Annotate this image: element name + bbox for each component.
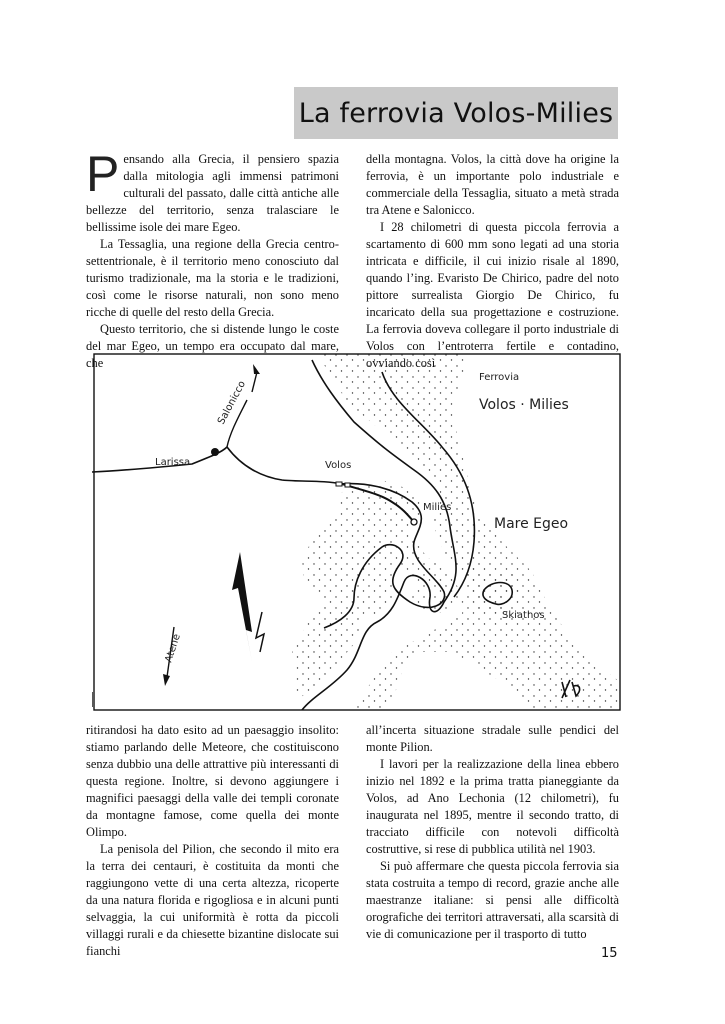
larissa-dot [211,448,219,456]
arrow-head [253,364,260,374]
text-column-top-right [366,151,619,372]
label-volos: Volos [325,460,352,471]
north-arrow-icon [232,552,252,662]
label-mare-egeo: Mare Egeo [494,516,569,532]
label-salonicco: Salonicco [215,379,249,427]
arrow-to-salonicco-icon [252,372,257,392]
paragraph-text: ensando alla Grecia, il pensiero spazia dalla mitologia agli immensi patrimoni culturali del passato, dalle città antiche alle bellezze del territorio, senza tralasciare le bellissime isole dei mare Egeo. [86,152,339,234]
drop-cap: P [86,146,120,202]
paragraph: all’incerta situazione stradale sulle pendici del monte Pilion. [366,723,619,754]
title-banner [294,87,618,139]
milies-dot [411,519,417,525]
legend-title: Ferrovia [479,372,520,383]
text-column-bottom-right [366,722,619,943]
paragraph [86,146,339,236]
volos-marker [345,483,350,487]
text-column-bottom-left [86,722,339,960]
label-larissa: Larissa [155,457,191,468]
arrow-head [163,674,170,686]
page-title: La ferrovia Volos-Milies [298,97,614,129]
railway-map [92,352,622,712]
paragraph: La penisola del Pilion, che secondo il mito era la terra dei centauri, è costituita da monti che raggiungono vette di una certa altezza, ricoperte da una natura florida e rigogliosa e in alcuni punti selvaggia, la cui uniformità è rotta da piccoli villaggi rurali e da chiesette bizantine dislocate sui fianchi [86,842,339,958]
paragraph: Si può affermare che questa piccola ferrovia sia stata costruita a tempo di record, grazie anche alle maestranze italiane: si pensi alle difficoltà orografiche dei territori attraversati, alla scarsità di vie di comunicazione per il trasporto di tutto [366,859,619,941]
lightning-bolt-icon [256,612,264,652]
volos-marker [336,482,342,486]
legend-route: Volos · Milies [479,397,569,413]
text-column-top-left [86,146,339,372]
label-atene: Atene [163,632,183,664]
paragraph: La Tessaglia, una regione della Grecia centro-settentrionale, è il territorio meno conosciuto dal turismo tradizionale, ma la storia e le tradizioni, così come le risorse naturali, non sono meno ricche di quelle del resto della Grecia. [86,237,339,319]
paragraph: I 28 chilometri di questa piccola ferrovia a scartamento di 600 mm sono legati ad una storia intricata e difficile, il cui inizio risale al 1890, quando l’ing. Evaristo De Chirico, padre del noto pittore surrealista Giorgio De Chirico, fu incaricato della sua progettazione e costruzione. La ferrovia doveva collegare il porto industriale di Volos con l’entroterra fertile e contadino, [366,220,619,353]
paragraph: Questo territorio, che si distende lungo le coste del mar Egeo, un tempo era occupato dal mare, che [86,322,339,370]
paragraph: I lavori per la realizzazione della linea ebbero inizio nel 1892 e la prima tratta pianeggiante da Volos, ad Ano Lechonia (12 chilometri), fu inaugurata nel 1895, mentre il secondo tratto, di tracciato difficile con notevoli difficoltà costruttive, si rese di pubblica utilità nel 1903. [366,757,619,856]
paragraph: ritirandosi ha dato esito ad un paesaggio insolito: stiamo parlando delle Meteore, che costituiscono senza dubbio una delle attrattive più interessanti di questa regione. Inoltre, si devono aggiungere i magnifici paesaggi della valle dei templi coronate da montagne famose, come quella dei monte Olimpo. [86,723,339,839]
label-skiathos: Skiathos [502,610,545,621]
label-milies: Milies [423,502,452,513]
paragraph: della montagna. Volos, la città dove ha origine la ferrovia, è un importante polo industriale e commerciale della Tessaglia, situato a metà strada tra Atene e Salonicco. [366,152,619,217]
page-number: 15 [601,946,618,961]
